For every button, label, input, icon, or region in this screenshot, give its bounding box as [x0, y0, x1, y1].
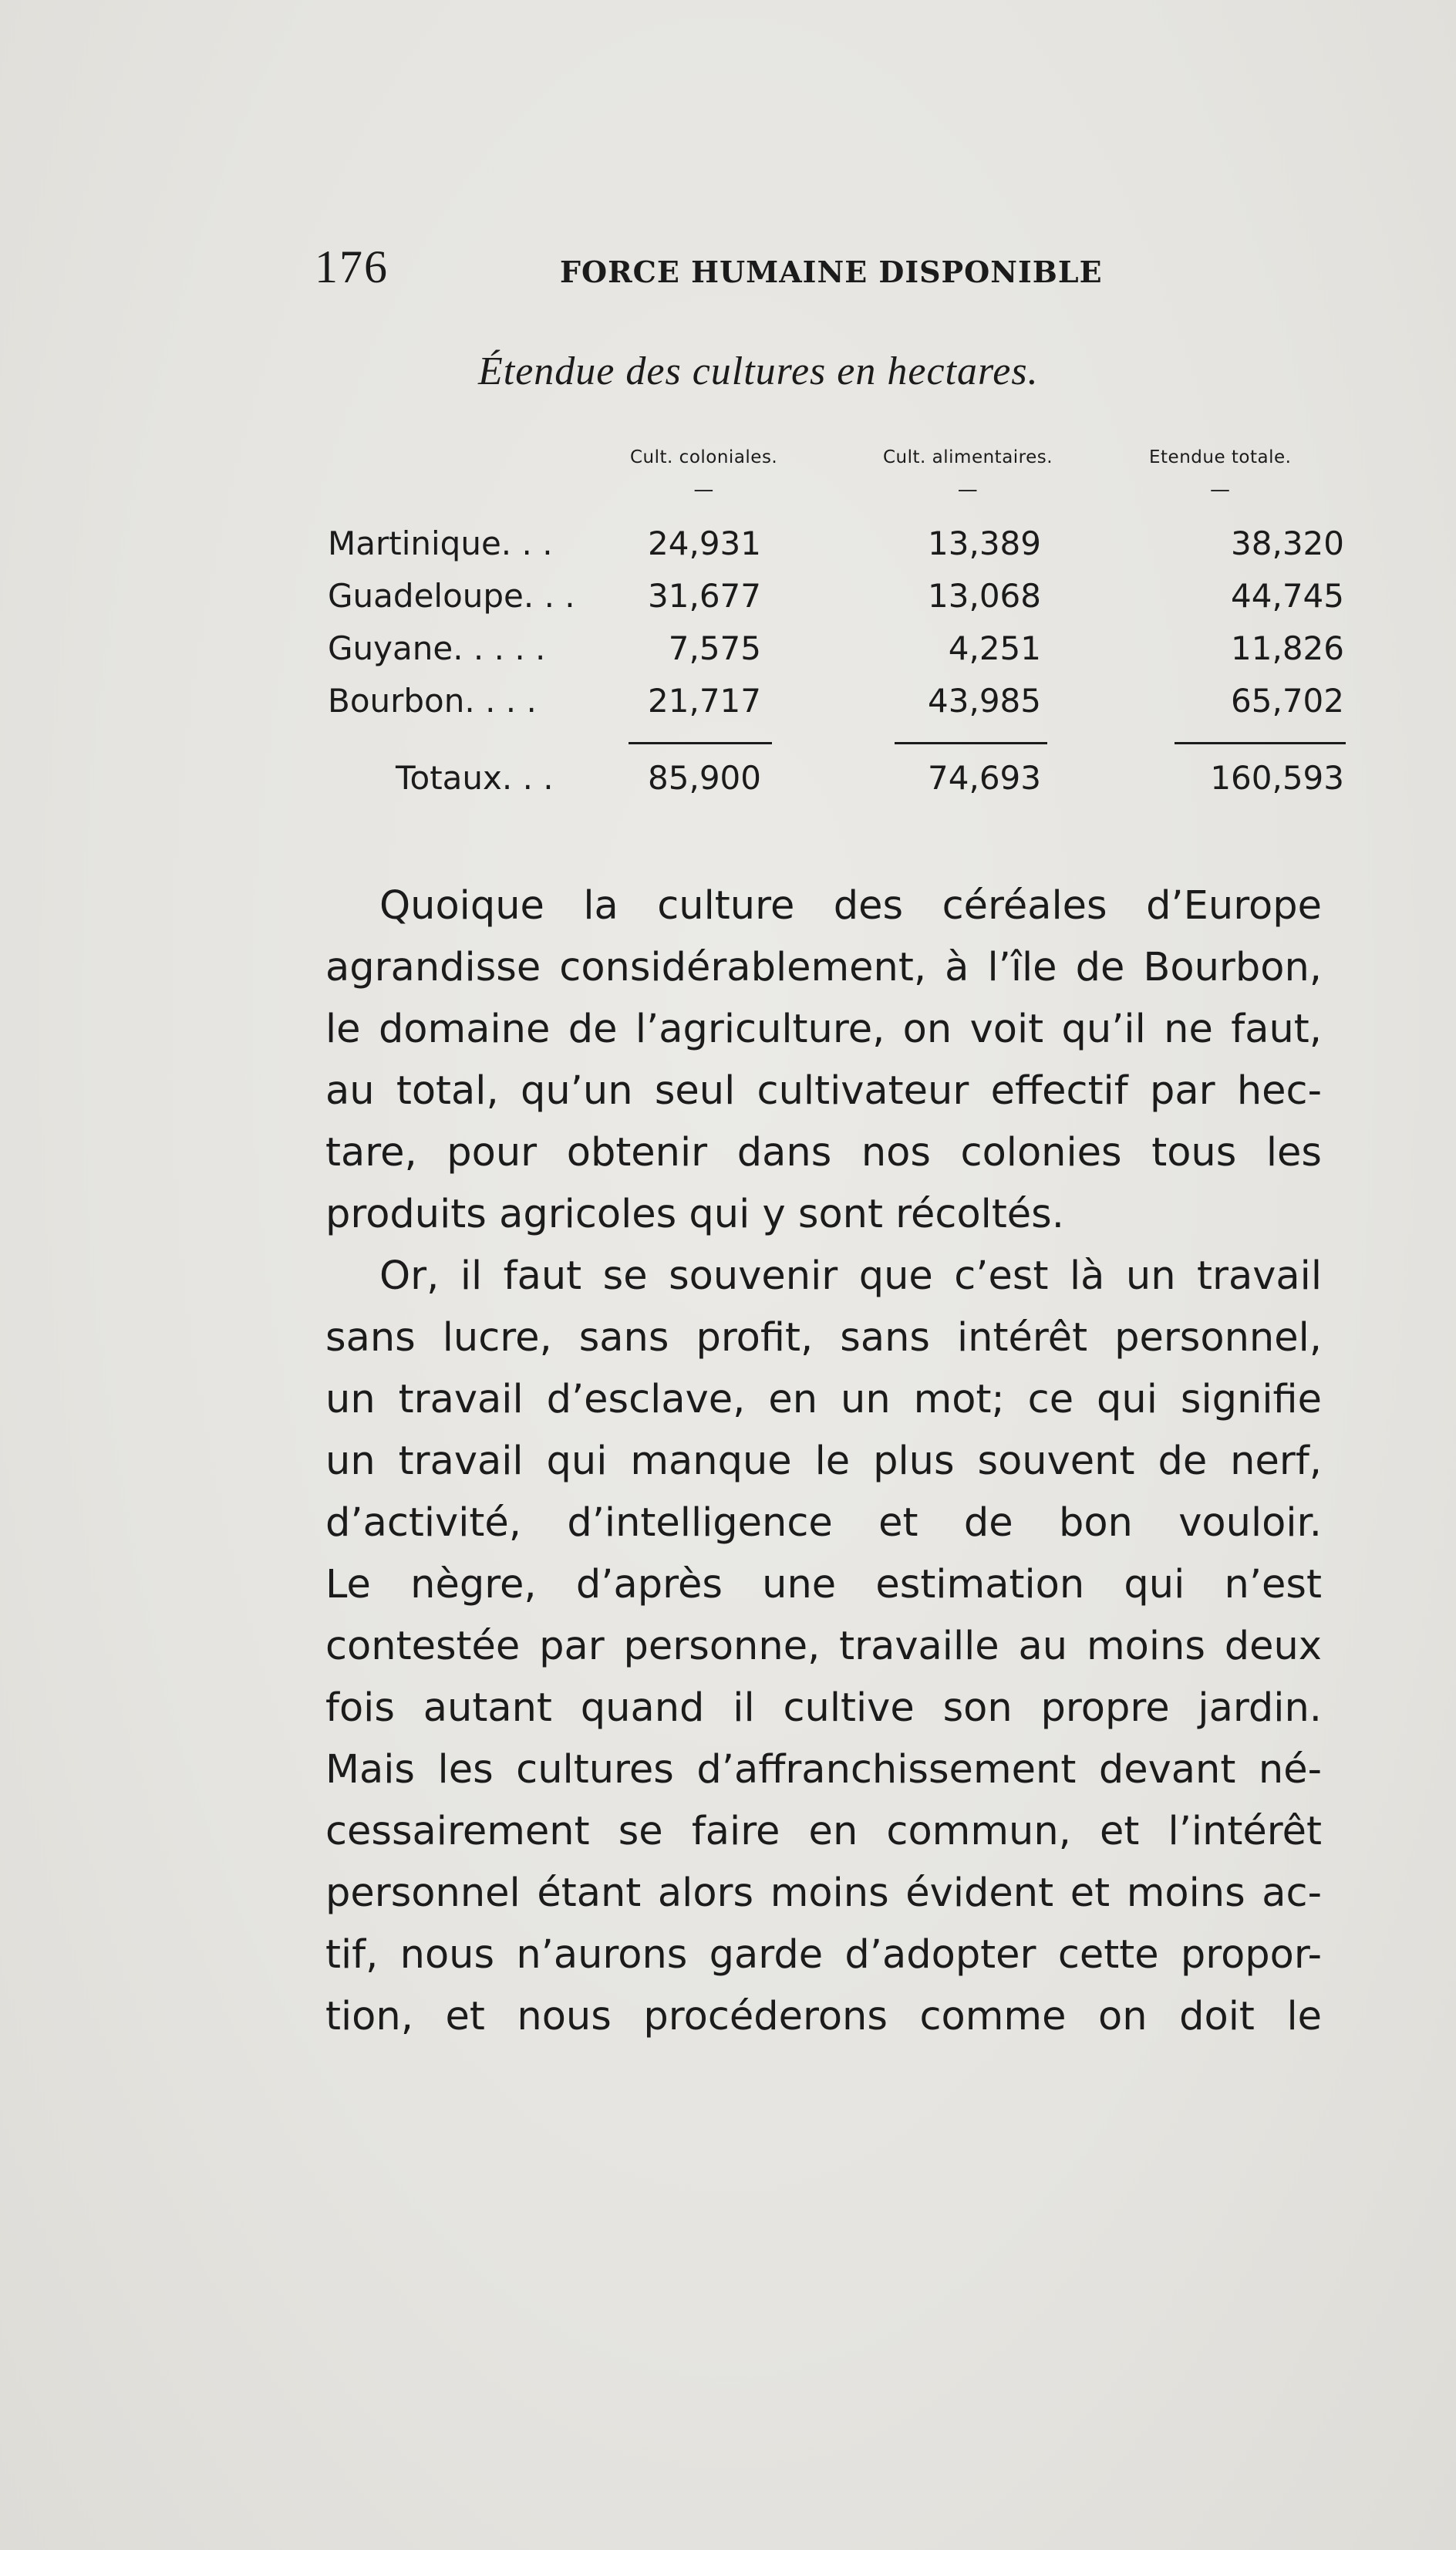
- page-number: 176: [315, 241, 389, 292]
- running-title: FORCE HUMAINE DISPONIBLE: [560, 255, 1103, 289]
- table-row: [328, 629, 1346, 676]
- text-line: produits agricoles qui y sont récoltés.: [325, 1192, 1064, 1237]
- total-totale: 160,593: [1210, 759, 1344, 797]
- text-line: Or, il faut se souvenir que c’est là un travail: [379, 1253, 1322, 1299]
- column-header-totale: [1149, 447, 1291, 501]
- text-line: Le nègre, d’après une estimation qui n’est: [325, 1562, 1322, 1607]
- text-line: tif, nous n’aurons garde d’adopter cette propor-: [325, 1932, 1322, 1978]
- text-line: tare, pour obtenir dans nos colonies tous les: [325, 1130, 1322, 1175]
- row-label: Bourbon. . . .: [328, 682, 537, 720]
- cell-alimentaires: 43,985: [928, 682, 1041, 720]
- text-line: personnel étant alors moins évident et moins ac-: [325, 1870, 1322, 1916]
- text-line: le domaine de l’agriculture, on voit qu’il ne faut,: [325, 1007, 1322, 1052]
- cell-coloniales: 21,717: [648, 682, 761, 720]
- text-line: tion, et nous procéderons comme on doit le: [325, 1994, 1322, 2039]
- cell-alimentaires: 13,389: [928, 525, 1041, 562]
- table-row: [328, 577, 1346, 623]
- row-label: Guadeloupe. . .: [328, 577, 575, 615]
- cell-totale: 65,702: [1231, 682, 1344, 720]
- text-line: agrandisse considérablement, à l’île de Bourbon,: [325, 945, 1322, 990]
- sum-rule: [629, 742, 772, 744]
- column-dash: —: [957, 478, 979, 501]
- cell-alimentaires: 13,068: [928, 577, 1041, 615]
- paragraph-2: [325, 1246, 1322, 2048]
- sum-rule: [1175, 742, 1346, 744]
- cell-coloniales: 24,931: [648, 525, 761, 562]
- column-dash: —: [1209, 478, 1231, 501]
- table-row: [328, 682, 1346, 728]
- cell-totale: 11,826: [1231, 629, 1344, 667]
- cell-alimentaires: 4,251: [948, 629, 1041, 667]
- text-line: sans lucre, sans profit, sans intérêt personnel,: [325, 1315, 1322, 1361]
- text-line: Quoique la culture des céréales d’Europe: [379, 883, 1322, 929]
- table-title: Étendue des cultures en hectares.: [478, 349, 1039, 393]
- row-label: Guyane. . . . .: [328, 629, 546, 667]
- column-header-label: Cult. alimentaires.: [883, 447, 1053, 467]
- sum-rule: [895, 742, 1047, 744]
- paragraph-1: [325, 875, 1322, 1246]
- total-coloniales: 85,900: [648, 759, 761, 797]
- column-dash: —: [693, 478, 714, 501]
- text-line: contestée par personne, travaille au moins deux: [325, 1624, 1322, 1669]
- cell-coloniales: 7,575: [668, 629, 761, 667]
- text-line: au total, qu’un seul cultivateur effectif par hec-: [325, 1068, 1322, 1114]
- text-line: un travail qui manque le plus souvent de nerf,: [325, 1439, 1322, 1484]
- body-text: [325, 875, 1322, 2048]
- page-header: [315, 241, 1163, 302]
- cell-coloniales: 31,677: [648, 577, 761, 615]
- column-header-coloniales: [630, 447, 777, 501]
- row-label: Martinique. . .: [328, 525, 553, 562]
- text-line: fois autant quand il cultive son propre jardin.: [325, 1685, 1322, 1731]
- total-alimentaires: 74,693: [928, 759, 1041, 797]
- cell-totale: 44,745: [1231, 577, 1344, 615]
- text-line: cessairement se faire en commun, et l’intérêt: [325, 1809, 1322, 1854]
- text-line: d’activité, d’intelligence et de bon vouloir.: [325, 1500, 1322, 1546]
- cell-totale: 38,320: [1231, 525, 1344, 562]
- column-header-label: Etendue totale.: [1149, 447, 1292, 467]
- table-row: [328, 525, 1346, 571]
- text-line: Mais les cultures d’affranchissement devant né-: [325, 1747, 1322, 1793]
- column-header-label: Cult. coloniales.: [630, 447, 778, 467]
- totals-row: [328, 759, 1346, 805]
- text-line: un travail d’esclave, en un mot; ce qui signifie: [325, 1377, 1322, 1422]
- totals-label: Totaux. . .: [396, 759, 554, 797]
- column-header-alimentaires: [883, 447, 1053, 501]
